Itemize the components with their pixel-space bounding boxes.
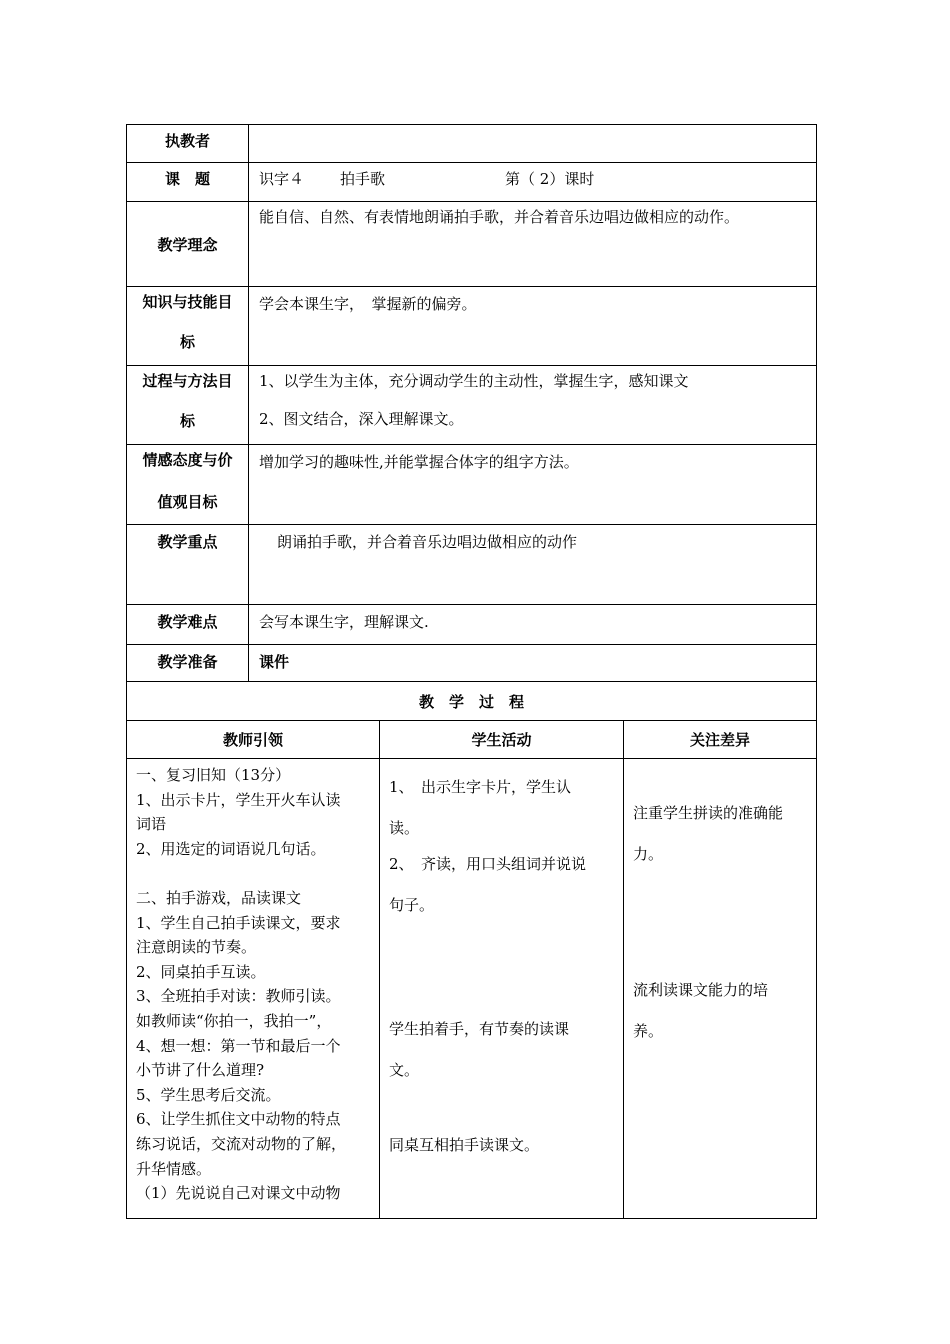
teacher-line: 如教师读“你拍一，我拍一”， bbox=[136, 1011, 332, 1030]
student-column bbox=[380, 759, 624, 1219]
teacher-line: 词语 bbox=[136, 815, 167, 834]
teacher-line: 小节讲了什么道理? bbox=[136, 1061, 265, 1080]
teacher-line bbox=[136, 861, 379, 886]
diff-line: 流利读课文能力的培 bbox=[633, 981, 769, 999]
emotion-label bbox=[127, 445, 249, 525]
topic-label: 课 题 bbox=[127, 163, 249, 202]
knowledge-value: 学会本课生字， 掌握新的偏旁。 bbox=[249, 287, 817, 366]
knowledge-label bbox=[127, 287, 249, 366]
teacher-value bbox=[249, 125, 817, 163]
process-label-line-2: 标 bbox=[179, 412, 195, 430]
student-line: 文。 bbox=[389, 1061, 420, 1079]
focus-value: 朗诵拍手歌，并合着音乐边唱边做相应的动作 bbox=[249, 525, 817, 605]
diff-column bbox=[624, 759, 817, 1219]
row-focus bbox=[127, 525, 817, 605]
diff-line: 力。 bbox=[633, 845, 664, 863]
process-content-row bbox=[127, 759, 817, 1219]
row-knowledge bbox=[127, 287, 817, 366]
process-value-line-2: 2、图文结合，深入理解课文。 bbox=[259, 410, 464, 428]
emotion-value: 增加学习的趣味性,并能掌握合体字的组字方法。 bbox=[249, 445, 817, 525]
topic-period: 第（ 2）课时 bbox=[505, 170, 595, 188]
knowledge-label-line-2: 标 bbox=[179, 333, 195, 351]
emotion-label-line-1: 情感态度与价 bbox=[142, 451, 233, 469]
topic-lesson: 识字４ bbox=[259, 170, 305, 188]
process-label bbox=[127, 366, 249, 445]
topic-value bbox=[249, 163, 817, 202]
teacher-line: 1、学生自己拍手读课文，要求 bbox=[136, 913, 341, 932]
teaching-process-table bbox=[126, 681, 817, 1219]
teacher-line: 5、学生思考后交流。 bbox=[136, 1085, 281, 1104]
student-line: 同桌互相拍手读课文。 bbox=[389, 1136, 540, 1154]
teacher-line: 6、让学生抓住文中动物的特点 bbox=[136, 1110, 341, 1129]
process-header-row bbox=[127, 721, 817, 759]
header-student: 学生活动 bbox=[380, 721, 624, 759]
teacher-line: 一、复习旧知（13分） bbox=[136, 766, 291, 784]
teacher-line: 2、同桌拍手互读。 bbox=[136, 962, 266, 981]
teacher-label: 执教者 bbox=[127, 125, 249, 163]
row-teacher bbox=[127, 125, 817, 163]
preparation-value: 课件 bbox=[249, 645, 817, 682]
header-teacher: 教师引领 bbox=[127, 721, 380, 759]
diff-line: 注重学生拼读的准确能 bbox=[633, 804, 784, 822]
difficulty-label: 教学难点 bbox=[127, 605, 249, 645]
process-title: 教 学 过 程 bbox=[127, 682, 817, 721]
teacher-line: 练习说话，交流对动物的了解， bbox=[136, 1134, 347, 1153]
process-title-row bbox=[127, 682, 817, 721]
preparation-label: 教学准备 bbox=[127, 645, 249, 682]
knowledge-label-line-1: 知识与技能目 bbox=[142, 293, 233, 311]
row-emotion bbox=[127, 445, 817, 525]
row-difficulty bbox=[127, 605, 817, 645]
emotion-label-line-2: 值观目标 bbox=[157, 493, 218, 511]
row-preparation bbox=[127, 645, 817, 682]
teacher-line: 2、用选定的词语说几句话。 bbox=[136, 839, 326, 858]
process-value-line-1: 1、以学生为主体，充分调动学生的主动性，掌握生字，感知课文 bbox=[259, 372, 689, 390]
teacher-line: 二、拍手游戏，品读课文 bbox=[136, 888, 302, 907]
teacher-line: （1）先说说自己对课文中动物 bbox=[136, 1184, 341, 1203]
process-value bbox=[249, 366, 817, 445]
student-line: 读。 bbox=[389, 819, 420, 837]
process-label-line-1: 过程与方法目 bbox=[142, 372, 233, 390]
row-topic bbox=[127, 163, 817, 202]
lesson-info-table bbox=[126, 124, 817, 682]
diff-line: 养。 bbox=[633, 1022, 664, 1040]
student-line: 句子。 bbox=[389, 896, 435, 914]
row-philosophy bbox=[127, 202, 817, 287]
header-diff: 关注差异 bbox=[624, 721, 817, 759]
teacher-line: 1、出示卡片，学生开火车认读 bbox=[136, 790, 341, 809]
teacher-line: 升华情感。 bbox=[136, 1159, 212, 1178]
student-line: 1、 出示生字卡片，学生认 bbox=[389, 778, 572, 796]
philosophy-value: 能自信、自然、有表情地朗诵拍手歌，并合着音乐边唱边做相应的动作。 bbox=[249, 202, 817, 287]
row-process bbox=[127, 366, 817, 445]
focus-label: 教学重点 bbox=[127, 525, 249, 605]
difficulty-value: 会写本课生字，理解课文. bbox=[249, 605, 817, 645]
student-line: 学生拍着手，有节奏的读课 bbox=[389, 1020, 570, 1038]
topic-title: 拍手歌 bbox=[340, 170, 386, 188]
student-line: 2、 齐读，用口头组词并说说 bbox=[389, 855, 587, 873]
teacher-line: 4、想一想：第一节和最后一个 bbox=[136, 1036, 341, 1055]
teacher-line: 3、全班拍手对读：教师引读。 bbox=[136, 987, 341, 1006]
teacher-column bbox=[127, 759, 380, 1219]
philosophy-label: 教学理念 bbox=[127, 202, 249, 287]
teacher-line: 注意朗读的节奏。 bbox=[136, 938, 257, 957]
